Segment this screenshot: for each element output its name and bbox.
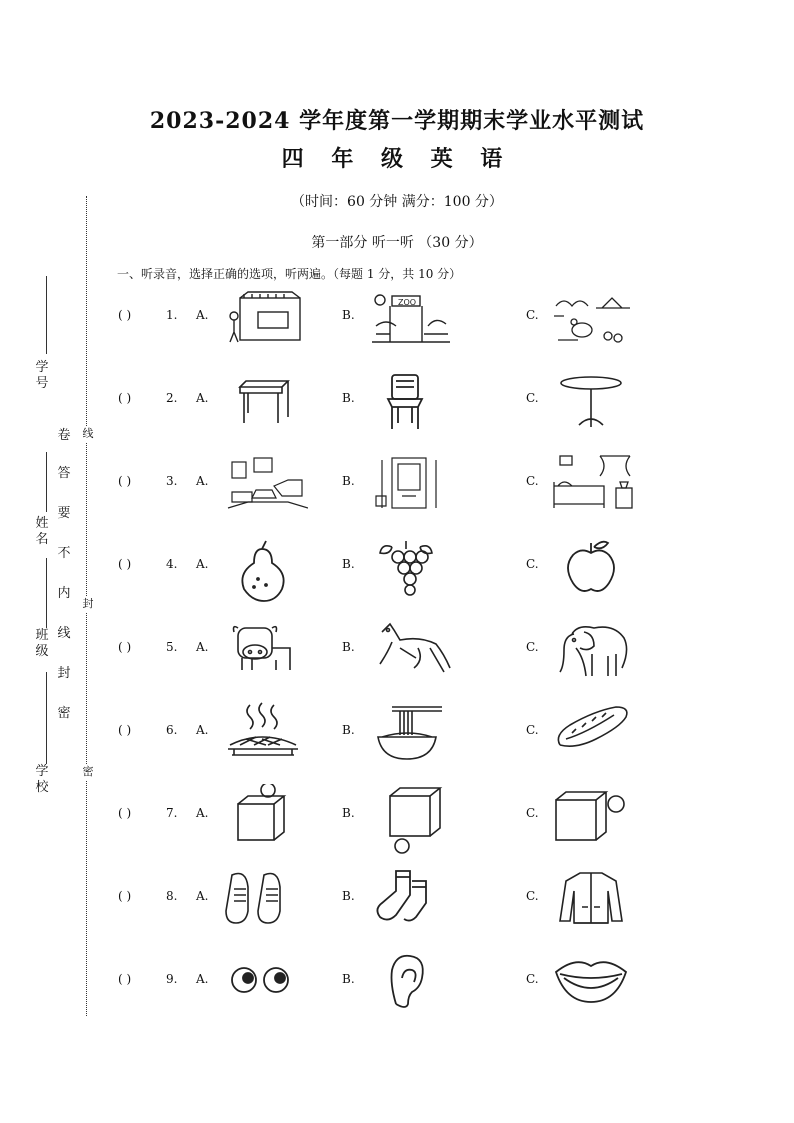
shoes-icon — [218, 867, 308, 937]
question-row — [118, 640, 678, 710]
ball-under-box-icon — [362, 784, 452, 854]
option-label: A. — [196, 474, 209, 488]
option-label: B. — [342, 806, 355, 820]
seal-char: 线 — [57, 626, 71, 641]
grapes-icon — [362, 535, 452, 605]
option-label: B. — [342, 474, 355, 488]
eyes-icon — [218, 950, 308, 1020]
apple-icon — [546, 535, 636, 605]
option-label: A. — [196, 391, 209, 405]
question-row — [118, 723, 678, 793]
seal-char: 封 — [57, 666, 71, 681]
mouth-icon — [546, 950, 636, 1020]
option-label: B. — [342, 889, 355, 903]
question-number: 4. — [166, 557, 178, 571]
exam-subtitle: 四 年 级 英 语 — [281, 146, 513, 172]
option-label: C. — [526, 806, 539, 820]
seal-char: 不 — [57, 546, 71, 561]
question-number: 8. — [166, 889, 178, 903]
chair-icon — [362, 369, 452, 439]
hotdog-icon — [546, 701, 636, 771]
part-heading: 第一部分 听一听 （30 分） — [311, 235, 483, 251]
option-label: B. — [342, 723, 355, 737]
question-row — [118, 308, 678, 378]
jacket-icon — [546, 867, 636, 937]
class-fill-line[interactable] — [46, 558, 47, 628]
bathroom-icon — [362, 452, 452, 522]
option-label: C. — [526, 723, 539, 737]
table-icon — [546, 369, 636, 439]
option-label: C. — [526, 972, 539, 986]
option-label: B. — [342, 557, 355, 571]
option-label: B. — [342, 391, 355, 405]
answer-blank[interactable]: ( ) — [118, 640, 132, 654]
zoo-icon — [362, 286, 452, 356]
question-number: 1. — [166, 308, 178, 322]
ear-icon — [362, 950, 452, 1020]
option-label: B. — [342, 640, 355, 654]
question-number: 3. — [166, 474, 178, 488]
shop-icon — [218, 286, 308, 356]
ball-on-box-icon — [218, 784, 308, 854]
answer-blank[interactable]: ( ) — [118, 723, 132, 737]
name-fill-line[interactable] — [46, 452, 47, 512]
seal-char: 答 — [57, 466, 71, 481]
ball-beside-box-icon — [546, 784, 636, 854]
pear-icon — [218, 535, 308, 605]
question-row — [118, 474, 678, 544]
option-label: B. — [342, 308, 355, 322]
option-label: C. — [526, 474, 539, 488]
question-number: 7. — [166, 806, 178, 820]
seal-char: 卷 — [57, 428, 71, 443]
socks-icon — [362, 867, 452, 937]
horse-icon — [362, 618, 452, 688]
label-class: 班级 — [35, 628, 49, 659]
seal-mark: 封 — [80, 596, 96, 612]
option-label: A. — [196, 640, 209, 654]
question-row — [118, 972, 678, 1042]
section-instruction: 一、听录音，选择正确的选项，听两遍。（每题 1 分，共 10 分） — [117, 267, 462, 281]
option-label: C. — [526, 391, 539, 405]
cow-icon — [218, 618, 308, 688]
noodles-icon — [362, 701, 452, 771]
answer-blank[interactable]: ( ) — [118, 391, 132, 405]
time-info: （时间：60 分钟 满分：100 分） — [291, 194, 503, 210]
option-label: A. — [196, 889, 209, 903]
seal-char: 密 — [57, 706, 71, 721]
seal-char: 要 — [57, 506, 71, 521]
answer-blank[interactable]: ( ) — [118, 308, 132, 322]
answer-blank[interactable]: ( ) — [118, 557, 132, 571]
option-label: C. — [526, 557, 539, 571]
question-row — [118, 889, 678, 959]
label-student-id: 学号 — [35, 360, 49, 391]
question-number: 5. — [166, 640, 178, 654]
answer-blank[interactable]: ( ) — [118, 474, 132, 488]
question-number: 6. — [166, 723, 178, 737]
exam-title: 2023-2024 学年度第一学期期末学业水平测试 — [149, 108, 645, 134]
school-fill-line[interactable] — [46, 672, 47, 764]
seal-mark: 密 — [80, 764, 96, 780]
living-room-icon — [218, 452, 308, 522]
option-label: A. — [196, 308, 209, 322]
option-label: C. — [526, 640, 539, 654]
answer-blank[interactable]: ( ) — [118, 806, 132, 820]
student-id-fill-line[interactable] — [46, 276, 47, 354]
question-number: 9. — [166, 972, 178, 986]
seal-mark: 线 — [80, 426, 96, 442]
elephant-icon — [546, 618, 636, 688]
question-row — [118, 391, 678, 461]
question-row — [118, 557, 678, 627]
seal-char: 内 — [57, 586, 71, 601]
desk-icon — [218, 369, 308, 439]
bedroom-icon — [546, 452, 636, 522]
option-label: C. — [526, 889, 539, 903]
option-label: A. — [196, 723, 209, 737]
label-school: 学校 — [35, 764, 49, 795]
option-label: C. — [526, 308, 539, 322]
option-label: A. — [196, 557, 209, 571]
farm-icon — [546, 286, 636, 356]
answer-blank[interactable]: ( ) — [118, 972, 132, 986]
option-label: B. — [342, 972, 355, 986]
question-number: 2. — [166, 391, 178, 405]
pie-icon — [218, 701, 308, 771]
option-label: A. — [196, 972, 209, 986]
label-name: 姓名 — [35, 516, 49, 547]
option-label: A. — [196, 806, 209, 820]
answer-blank[interactable]: ( ) — [118, 889, 132, 903]
question-row — [118, 806, 678, 876]
